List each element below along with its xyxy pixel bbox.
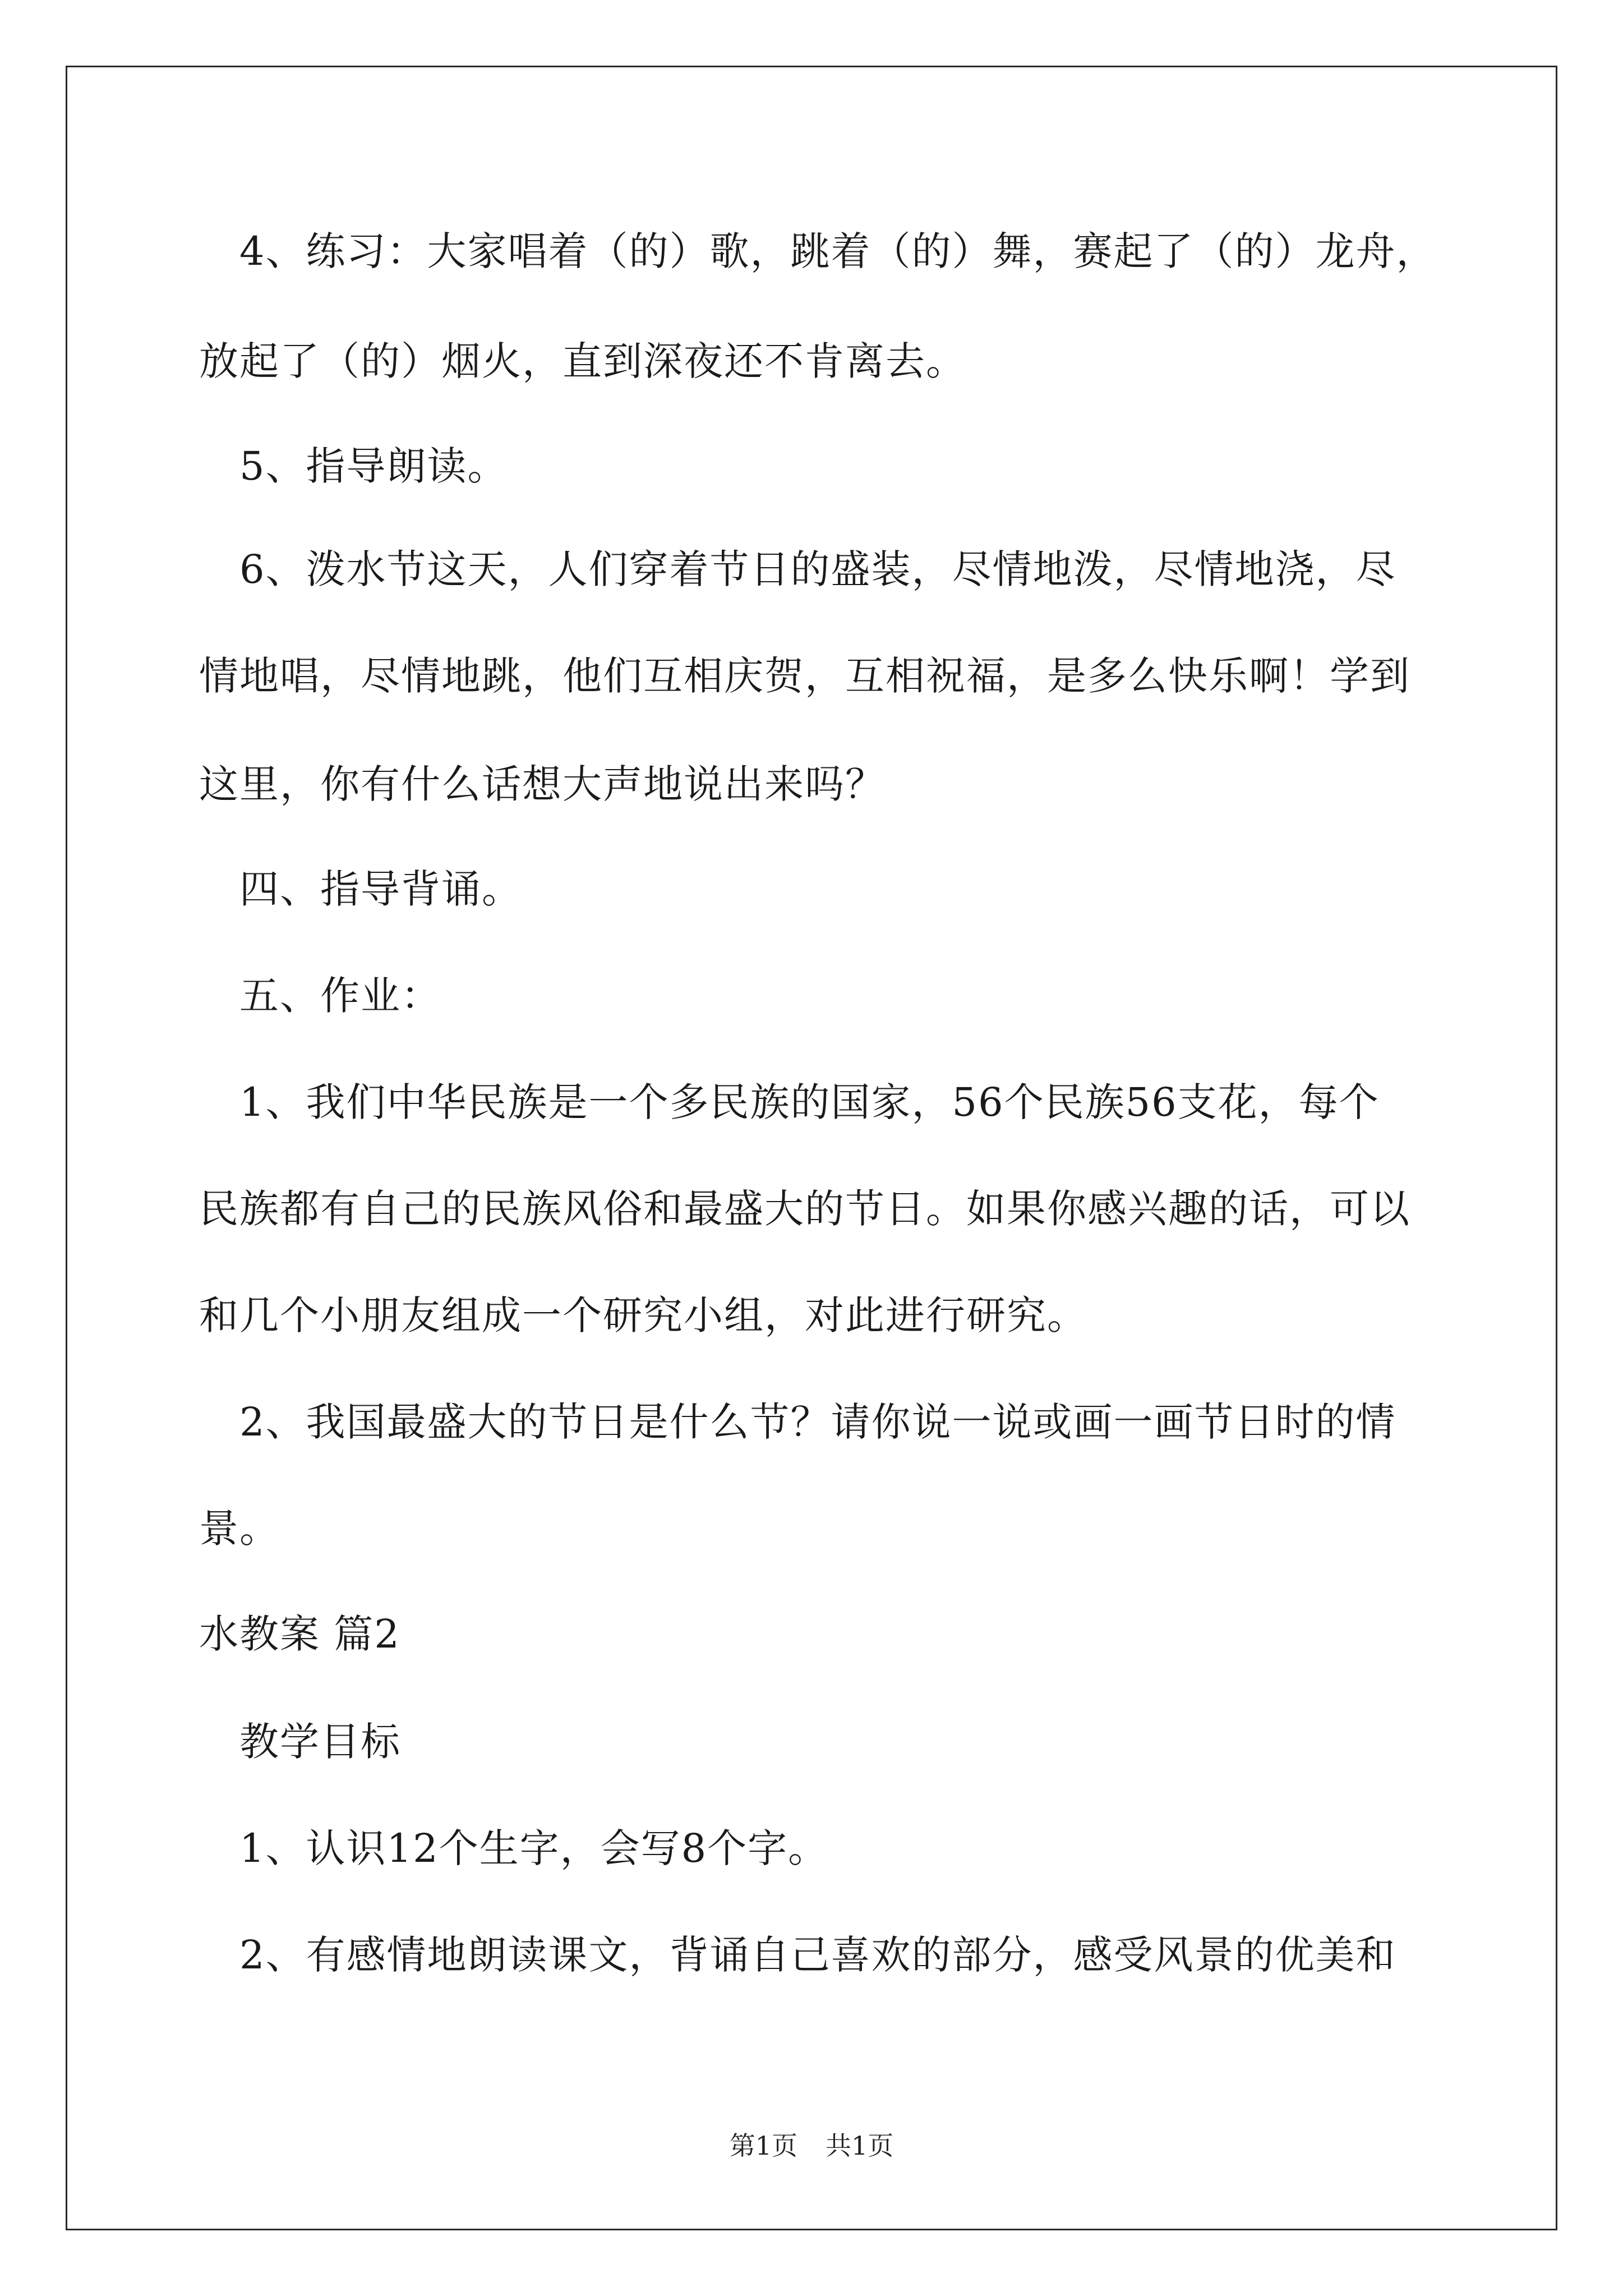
paragraph-line: 四、指导背诵。 <box>199 866 522 912</box>
paragraph-line: 6、泼水节这天，人们穿着节日的盛装，尽情地泼，尽情地浇，尽 <box>199 546 1396 592</box>
paragraph-line: 5、指导朗读。 <box>199 443 508 489</box>
page-footer <box>0 2129 1623 2162</box>
paragraph-line: 这里，你有什么话想大声地说出来吗？ <box>199 761 886 807</box>
paragraph-line: 民族都有自己的民族风俗和最盛大的节日。如果你感兴趣的话，可以 <box>199 1186 1410 1232</box>
paragraph-line: 景。 <box>199 1506 280 1552</box>
page-number: 第1页 <box>729 2131 797 2161</box>
paragraph-line: 教学目标 <box>199 1719 401 1765</box>
paragraph-line: 五、作业： <box>199 973 441 1019</box>
page-total: 共1页 <box>826 2131 894 2161</box>
paragraph-line: 情地唱，尽情地跳，他们互相庆贺，互相祝福，是多么快乐啊！学到 <box>199 653 1410 699</box>
section-heading: 水教案 篇2 <box>199 1611 400 1657</box>
paragraph-line: 和几个小朋友组成一个研究小组，对此进行研究。 <box>199 1292 1087 1338</box>
paragraph-line: 1、我们中华民族是一个多民族的国家，56个民族56支花，每个 <box>199 1079 1380 1125</box>
paragraph-line: 1、认识12个生字，会写8个字。 <box>199 1825 829 1871</box>
paragraph-line: 2、有感情地朗读课文，背诵自己喜欢的部分，感受风景的优美和 <box>199 1932 1396 1978</box>
paragraph-line: 2、我国最盛大的节日是什么节？请你说一说或画一画节日时的情 <box>199 1399 1396 1445</box>
paragraph-line: 4、练习：大家唱着（的）歌，跳着（的）舞，赛起了（的）龙舟， <box>199 228 1437 274</box>
paragraph-line: 放起了（的）烟火，直到深夜还不肯离去。 <box>199 338 966 384</box>
page-border <box>66 66 1557 2230</box>
